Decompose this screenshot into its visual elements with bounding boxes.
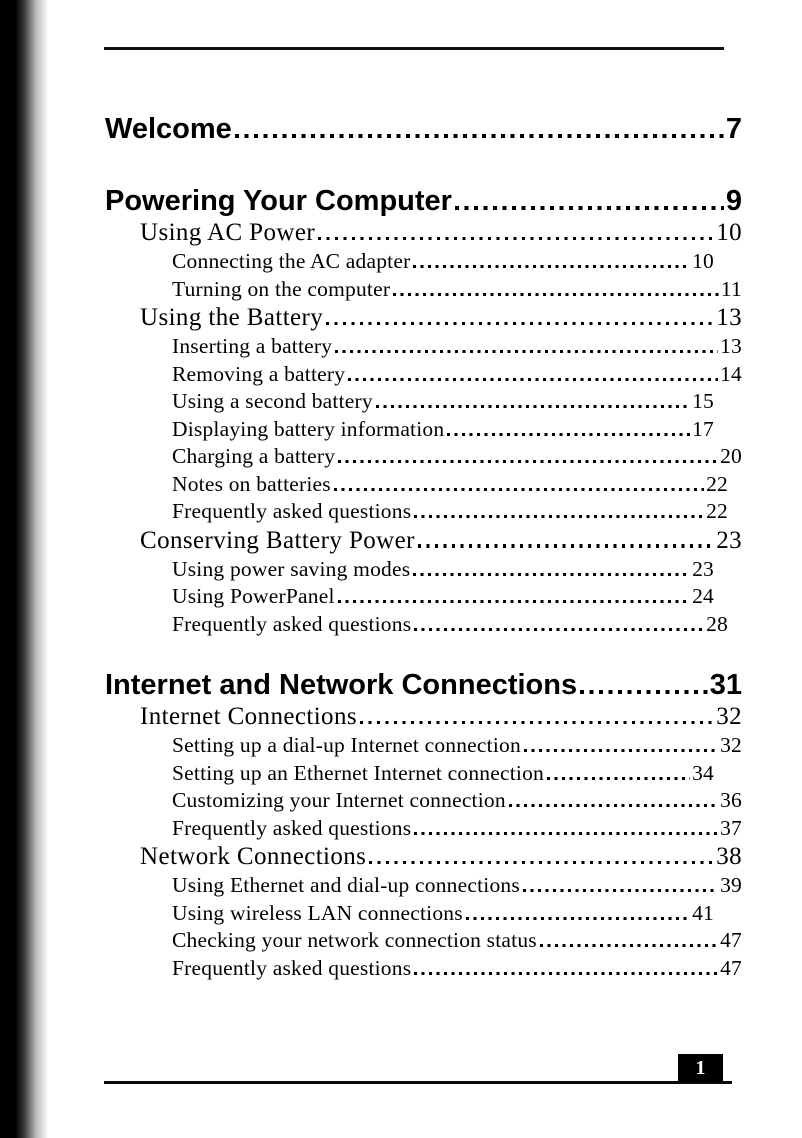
toc-entry (172, 760, 742, 788)
toc-entry-page: 7 (725, 113, 742, 145)
bottom-rule (104, 1081, 732, 1084)
toc-entry (172, 416, 742, 444)
toc-entry (172, 443, 742, 471)
toc-entry-page: 14 (720, 361, 742, 386)
toc-entry-label: Using a second battery (172, 389, 373, 413)
toc-entry-label: Internet and Network Connections (105, 669, 578, 701)
toc-entry (172, 388, 742, 416)
dot-leader (338, 460, 718, 463)
toc-entry-section (140, 303, 742, 333)
toc-entry-label: Removing a battery (172, 361, 346, 386)
toc-entry (172, 872, 742, 900)
toc-entry-page: 11 (720, 276, 742, 301)
dot-leader (580, 690, 708, 694)
toc-entry (172, 248, 742, 276)
toc-entry-label: Charging a battery (172, 444, 336, 468)
dot-leader (414, 628, 704, 631)
toc-entry (172, 333, 742, 361)
toc-entry-label: Turning on the computer (172, 276, 391, 301)
toc-entry-label: Internet Connections (140, 703, 357, 730)
dot-leader (338, 600, 690, 603)
toc-entry-label: Setting up a dial-up Internet connection (172, 733, 521, 757)
page-number-badge: 1 (678, 1054, 723, 1082)
toc-entry (172, 471, 742, 499)
toc-entry-page: 34 (692, 760, 714, 785)
toc-entry (172, 361, 742, 389)
toc-entry-label: Using power saving modes (172, 556, 411, 581)
toc-entry-page: 37 (720, 815, 742, 840)
toc-entry-label: Frequently asked questions (172, 955, 412, 980)
toc-entry-page: 22 (706, 471, 728, 496)
dot-leader (376, 405, 690, 408)
dot-leader (235, 134, 724, 138)
toc-entry-label: Frequently asked questions (172, 499, 412, 523)
toc-entry-label: Setting up an Ethernet Internet connection (172, 760, 544, 785)
toc-entry-label: Checking your network connection status (172, 928, 537, 952)
dot-leader (466, 917, 690, 920)
toc-entry-label: Welcome (105, 113, 232, 145)
dot-leader (326, 322, 714, 325)
dot-leader (360, 721, 714, 724)
toc-entry-label: Inserting a battery (172, 334, 333, 358)
toc-entry-page: 28 (706, 611, 728, 636)
toc-entry-page: 13 (720, 334, 742, 358)
toc-entry-label: Using PowerPanel (172, 584, 335, 608)
toc-entry-page: 47 (720, 928, 742, 952)
toc-entry-page: 15 (692, 389, 714, 413)
scan-edge-shadow (0, 0, 48, 1138)
toc-entry-label: Using the Battery (140, 304, 324, 331)
toc-entry-page: 39 (720, 873, 742, 897)
dot-leader (447, 433, 690, 436)
toc-entry-section (140, 842, 742, 872)
toc-entry-label: Powering Your Computer (105, 185, 452, 217)
toc-entry-page: 32 (720, 733, 742, 757)
toc-entry-label: Notes on batteries (172, 471, 331, 496)
toc-entry (172, 900, 742, 928)
toc-entry-chapter (105, 668, 742, 702)
dot-leader (369, 861, 714, 864)
toc-entry (172, 815, 742, 843)
toc-entry-page: 22 (706, 499, 728, 523)
toc-entry-section (140, 218, 742, 248)
toc-entry-page: 9 (725, 185, 742, 217)
dot-leader (348, 378, 718, 381)
toc-entry-label: Network Connections (140, 843, 367, 870)
toc-entry-label: Frequently asked questions (172, 611, 412, 636)
toc-entry-label: Connecting the AC adapter (172, 249, 411, 273)
dot-leader (547, 777, 690, 780)
dot-leader (540, 944, 718, 947)
dot-leader (455, 206, 724, 210)
dot-leader (509, 804, 718, 807)
toc-entry-label: Customizing your Internet connection (172, 788, 506, 812)
toc-entry-page: 32 (716, 703, 742, 730)
toc-entry-label: Using AC Power (140, 219, 316, 246)
toc-entry-page: 47 (720, 955, 742, 980)
toc-entry-page: 10 (692, 249, 714, 273)
dot-leader (318, 237, 714, 240)
dot-leader (334, 488, 704, 491)
toc-entry-page: 23 (692, 556, 714, 581)
toc-entry-label: Frequently asked questions (172, 815, 412, 840)
dot-leader (414, 832, 718, 835)
toc-entry-label: Displaying battery information (172, 416, 445, 441)
toc-entry (172, 732, 742, 760)
toc-entry-page: 10 (716, 219, 742, 246)
toc-entry-chapter (105, 112, 742, 146)
toc-entry-page: 20 (720, 444, 742, 468)
toc-entry-label: Using Ethernet and dial-up connections (172, 873, 520, 897)
toc-entry (172, 927, 742, 955)
toc-entry (172, 556, 742, 584)
toc-entry-section (140, 526, 742, 556)
dot-leader (393, 293, 719, 296)
dot-leader (413, 573, 690, 576)
toc-entry-section (140, 702, 742, 732)
toc-entry (172, 955, 742, 983)
dot-leader (335, 350, 718, 353)
table-of-contents (105, 112, 742, 982)
toc-entry (172, 276, 742, 304)
toc-entry-page: 17 (692, 416, 714, 441)
toc-entry-chapter (105, 184, 742, 218)
dot-leader (414, 515, 704, 518)
dot-leader (414, 972, 718, 975)
dot-leader (524, 749, 718, 752)
dot-leader (418, 544, 714, 547)
dot-leader (523, 889, 718, 892)
toc-entry (172, 787, 742, 815)
toc-entry (172, 611, 742, 639)
toc-entry-page: 31 (709, 669, 742, 701)
toc-entry-page: 23 (716, 526, 742, 554)
toc-entry (172, 583, 742, 611)
dot-leader (413, 265, 690, 268)
toc-entry-label: Using wireless LAN connections (172, 900, 463, 925)
toc-entry-page: 41 (692, 900, 714, 925)
toc-entry-page: 24 (692, 584, 714, 608)
toc-entry-page: 13 (716, 304, 742, 331)
toc-entry-page: 38 (716, 843, 742, 870)
top-rule (104, 47, 724, 50)
toc-entry (172, 498, 742, 526)
toc-entry-page: 36 (720, 788, 742, 812)
toc-entry-label: Conserving Battery Power (140, 526, 415, 554)
